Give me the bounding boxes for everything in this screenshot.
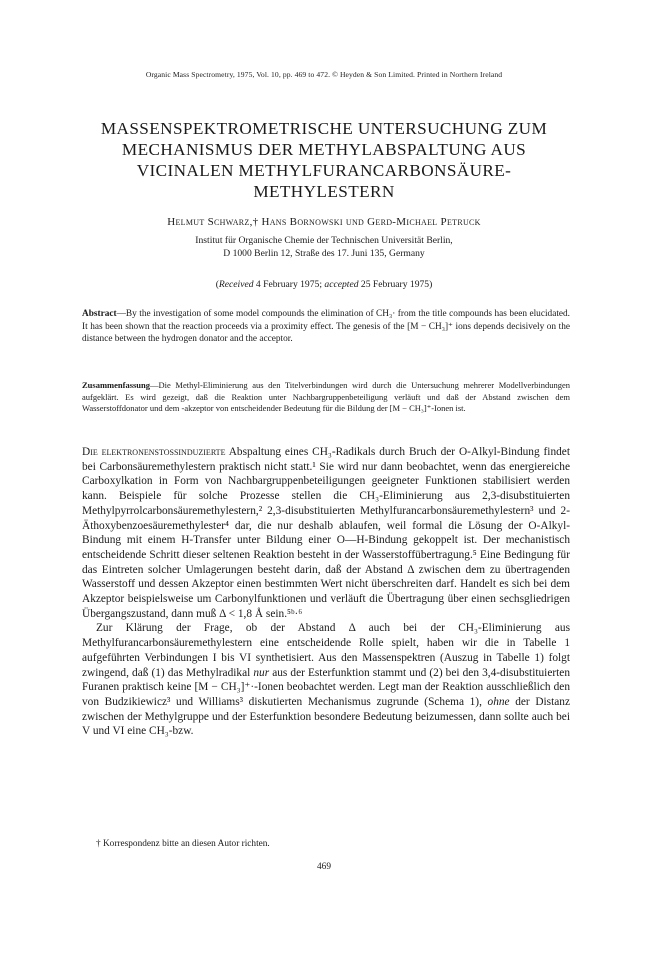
body-paragraph: [82, 621, 570, 739]
paragraph-text: der Distanz zwischen der Methylgruppe und der Esterfunktion besondere Bedeutung beizumessen, dann sollte auch bei V und VI eine CH₃-bzw.: [82, 695, 570, 738]
zusammenfassung-label: Zusammenfassung: [82, 380, 151, 390]
received-label: Received: [218, 279, 254, 290]
title-line: MASSENSPEKTROMETRISCHE UNTERSUCHUNG ZUM: [100, 119, 548, 138]
paragraph-text: aus der Esterfunktion stammt und (2) bei den 3,4-disubstituierten Furanen praktisch keine [M − CH₃]⁺·-Ionen beobachtet werden. Legt man der Reaktion ausschließlich den von Budzikiewicz³ und Williams³ diskutierten Mechanismus zugrunde (Schema 1),: [82, 666, 570, 708]
abstract-label: Abstract: [82, 309, 117, 319]
received-open: (: [215, 279, 219, 290]
received-dates: [0, 279, 648, 290]
zusammenfassung: [82, 380, 570, 415]
accepted-label: accepted: [324, 279, 359, 290]
author-list: Helmut Schwarz,† Hans Bornowski und Gerd-Michael Petruck: [167, 216, 481, 228]
body-text: [82, 445, 570, 739]
zusammenfassung-text: —Die Methyl-Eliminierung aus den Titelverbindungen wird durch die Untersuchung mehrerer Modellverbindungen aufgeklärt. Es wird gezeigt, daß die Reaktion unter Nachbargruppenbeteiligung verläuft und daß der Abstand zwischen dem Wasserstoffdonator und dem -akzeptor von entscheidender Bedeutung für die Bildung der [M − CH₃]⁺-Ionen ist.: [82, 380, 570, 414]
paragraph-text: Zur Klärung der Frage, ob der Abstand Δ auch bei der CH₃-Eliminierung aus Methylfurancarbonsäuremethylestern eine entscheidende Rolle spielt, haben wir die in Tabelle 1 aufgeführten Verbindungen I bis VI synthetisiert. Aus den Massenspektren (Auszug in Tabelle 1) folgt zwingend, daß (1) das Methylradikal: [82, 622, 570, 679]
lead-in: Die elektronenstoßinduzierte: [82, 446, 226, 458]
page-number: 469: [317, 862, 331, 872]
title-line: VICINALEN METHYLFURANCARBONSÄURE-: [136, 161, 512, 180]
article-title: [60, 118, 588, 202]
affiliation-line: D 1000 Berlin 12, Straße des 17. Juni 135, Germany: [223, 248, 425, 259]
abstract-text: —By the investigation of some model compounds the elimination of CH₃· from the title compounds has been elucidated. It has been shown that the reaction proceeds via a proximity effect. The genesis of the [M − CH₃]⁺ ions depends decisively on the distance between the hydrogen donator and the acceptor.: [82, 309, 570, 345]
received-close: ): [429, 279, 433, 290]
title-line: MECHANISMUS DER METHYLABSPALTUNG AUS: [121, 140, 527, 159]
paragraph-text: Abspaltung eines CH₃-Radikals durch Bruch der O-Alkyl-Bindung findet bei Carbonsäuremethylestern praktisch nicht statt.¹ Sie wird nur dann beobachtet, wenn das energiereiche Carboxylkation in Form von Nachbargruppenbeteiligungen geeigneter Funktionen stabilisiert werden kann. Beispiele für solche Prozesse stellen die CH₃-Eliminierung aus 2,3-disubstituierten Methylpyrrolcarbonsäuremethylestern,² 2,3-disubstituierten Methylfurancarbonsäuremethylestern³ und 2-Äthoxybenzoesäuremethylester⁴ dar, die nur deshalb ablaufen, weil formal die Lösung der O-Alkyl-Bindung mit einem H-Transfer unter Bildung einer O—H-Bindung gekoppelt ist. Der mechanistisch entscheidende Schritt dieser seltenen Reaktion besteht in der Wasserstoffübertragung.⁵ Eine Bedingung für das Eintreten solcher Umlagerungen besteht darin, daß der Abstand Δ zwischen dem zu übertragenden Wasserstoff und dessen Akzeptor einen bestimmten Wert nicht überschreiten darf. Handelt es sich bei dem Akzeptor beispielsweise um Carbonylfunktionen und verläuft die Übertragung über einen sechsgliedrigen Übergangszustand, dann muß Δ < 1,8 Å sein.⁵ᵇ·⁶: [82, 446, 570, 620]
footnote: † Korrespondenz bitte an diesen Autor richten.: [96, 839, 270, 849]
emphasis: nur: [253, 666, 270, 679]
title-line: METHYLESTERN: [253, 182, 395, 201]
abstract: [82, 308, 570, 346]
emphasis: ohne: [487, 695, 510, 708]
journal-header: Organic Mass Spectrometry, 1975, Vol. 10, pp. 469 to 472. © Heyden & Son Limited. Printed in Northern Ireland: [145, 70, 503, 79]
affiliation: [0, 234, 648, 260]
accepted-date: 25 February 1975: [358, 279, 430, 290]
received-date: 4 February 1975;: [253, 279, 325, 290]
body-paragraph: [82, 445, 570, 621]
affiliation-line: Institut für Organische Chemie der Technischen Universität Berlin,: [195, 235, 453, 246]
